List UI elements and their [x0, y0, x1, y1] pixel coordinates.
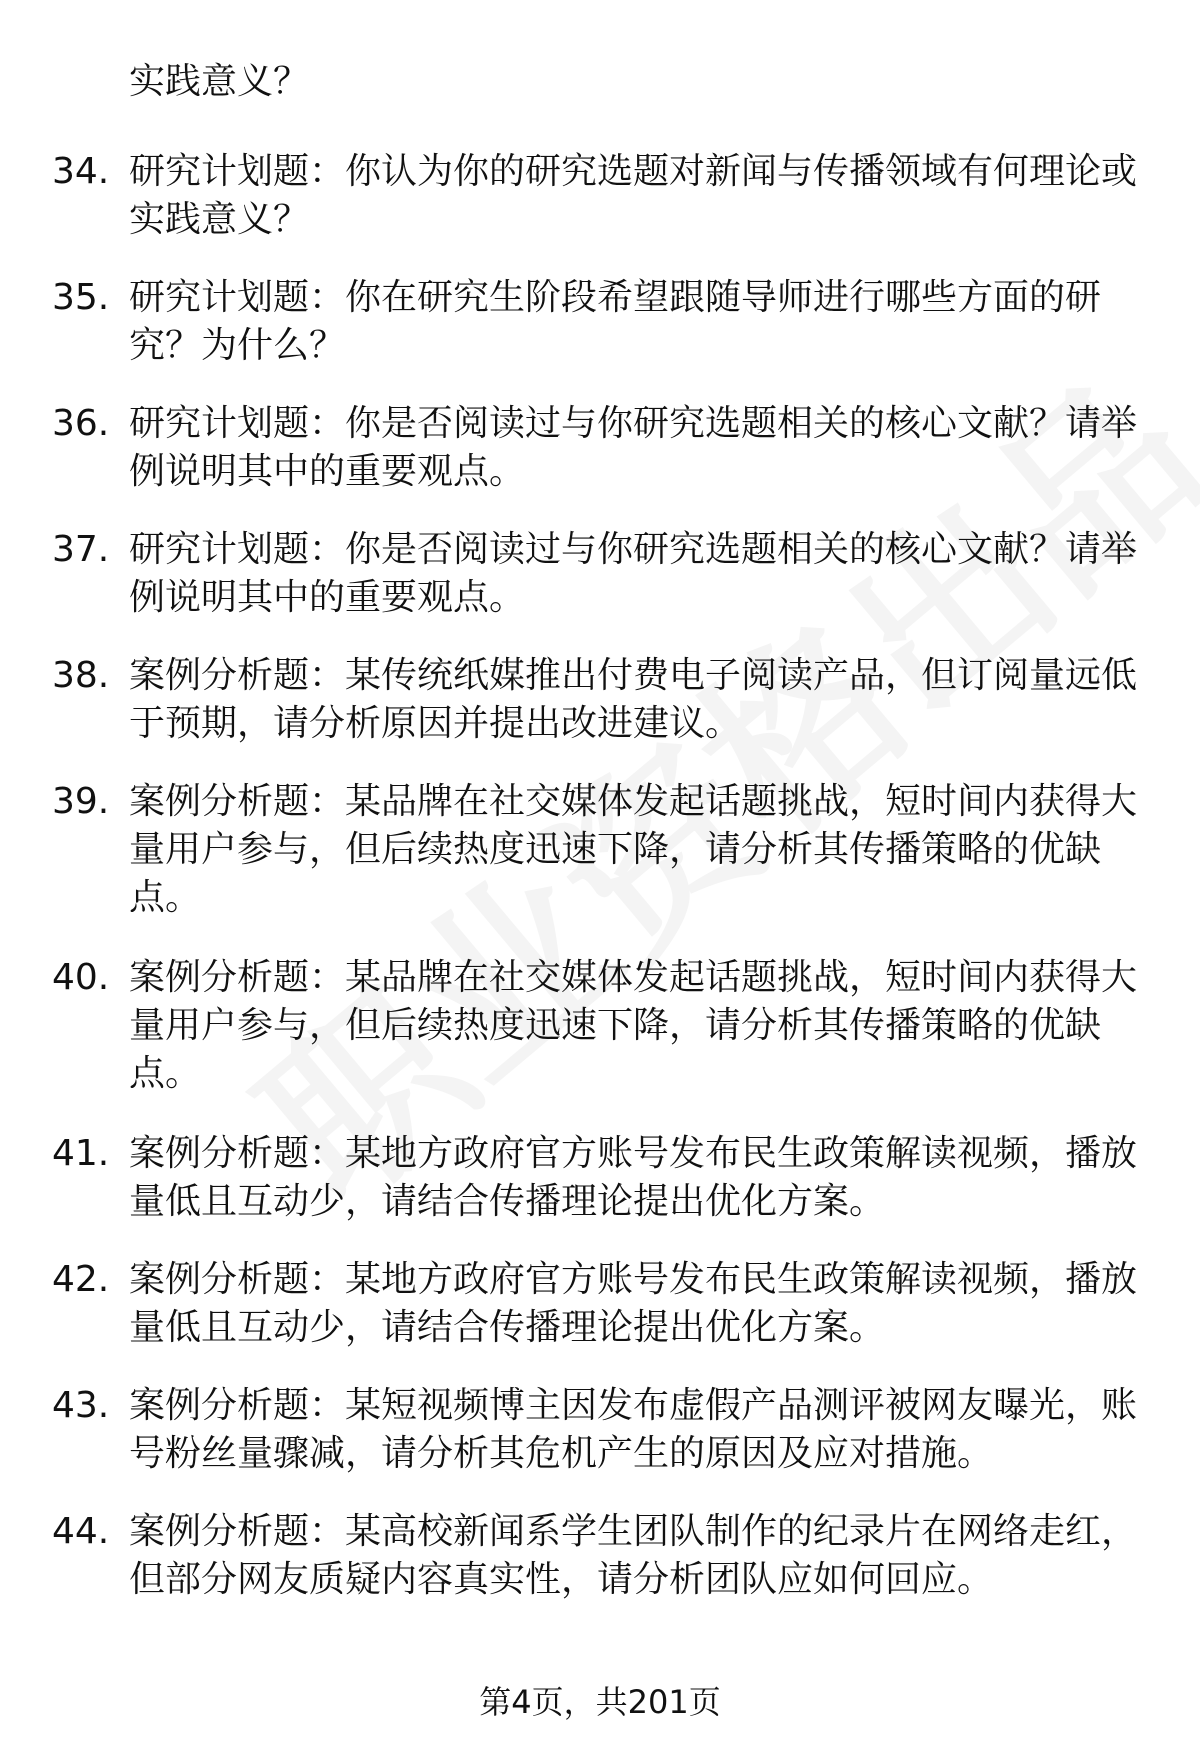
question-list [0, 148, 1200, 1608]
question-number: 37. [52, 529, 110, 570]
question-text: 研究计划题：你认为你的研究选题对新闻与传播领域有何理论或实践意义？ [129, 151, 1138, 240]
question-text: 研究计划题：你是否阅读过与你研究选题相关的核心文献？请举例说明其中的重要观点。 [129, 529, 1138, 618]
question-number: 42. [52, 1259, 110, 1300]
question-item [0, 1382, 1200, 1508]
question-text: 研究计划题：你在研究生阶段希望跟随导师进行哪些方面的研究？为什么？ [129, 277, 1102, 366]
question-item [0, 274, 1200, 400]
question-text: 案例分析题：某传统纸媒推出付费电子阅读产品，但订阅量远低于预期，请分析原因并提出改进建议。 [129, 655, 1138, 744]
question-item [0, 954, 1200, 1130]
question-number: 41. [52, 1133, 110, 1174]
question-text: 案例分析题：某品牌在社交媒体发起话题挑战，短时间内获得大量用户参与，但后续热度迅速下降，请分析其传播策略的优缺点。 [129, 781, 1138, 918]
question-number: 44. [52, 1511, 110, 1552]
question-number: 36. [52, 403, 110, 444]
question-text: 案例分析题：某地方政府官方账号发布民生政策解读视频，播放量低且互动少，请结合传播理论提出优化方案。 [129, 1133, 1138, 1222]
question-item [0, 526, 1200, 652]
question-number: 34. [52, 151, 110, 192]
question-text: 案例分析题：某品牌在社交媒体发起话题挑战，短时间内获得大量用户参与，但后续热度迅速下降，请分析其传播策略的优缺点。 [129, 957, 1138, 1094]
question-item [0, 1130, 1200, 1256]
question-number: 39. [52, 781, 110, 822]
question-item [0, 652, 1200, 778]
question-item [0, 1508, 1200, 1608]
question-number: 38. [52, 655, 110, 696]
question-item [0, 1256, 1200, 1382]
question-item [0, 148, 1200, 274]
question-item [0, 778, 1200, 954]
question-text: 案例分析题：某高校新闻系学生团队制作的纪录片在网络走红，但部分网友质疑内容真实性，请分析团队应如何回应。 [129, 1511, 1138, 1600]
question-text: 研究计划题：你是否阅读过与你研究选题相关的核心文献？请举例说明其中的重要观点。 [129, 403, 1138, 492]
page-footer: 第4页，共201页 [479, 1683, 721, 1721]
continued-question-text: 实践意义？ [129, 61, 310, 102]
question-text: 案例分析题：某短视频博主因发布虚假产品测评被网友曝光，账号粉丝量骤减，请分析其危机产生的原因及应对措施。 [129, 1385, 1138, 1474]
question-text: 案例分析题：某地方政府官方账号发布民生政策解读视频，播放量低且互动少，请结合传播理论提出优化方案。 [129, 1259, 1138, 1348]
question-item [0, 400, 1200, 526]
question-number: 40. [52, 957, 110, 998]
question-number: 43. [52, 1385, 110, 1426]
question-number: 35. [52, 277, 110, 318]
